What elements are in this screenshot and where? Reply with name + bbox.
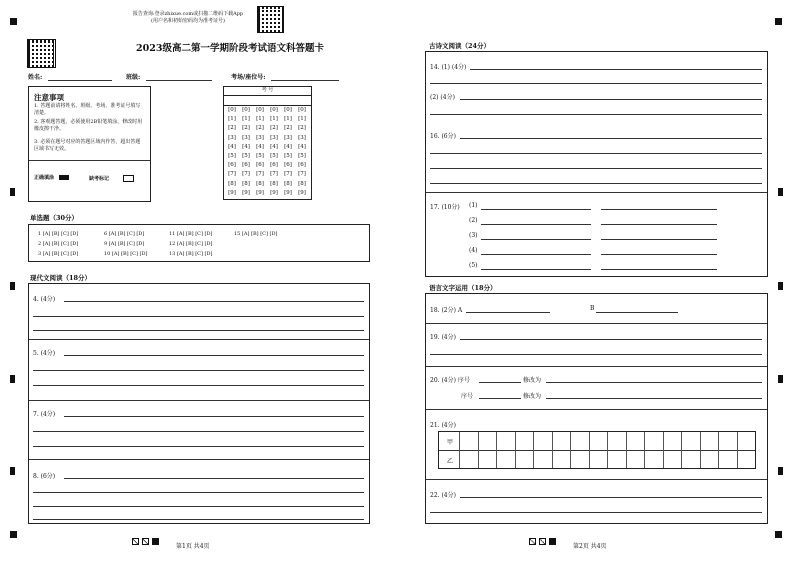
section-modern-heading: 现代文阅读（18分） (30, 274, 92, 282)
exam-digit-bubble[interactable]: [5] (270, 153, 278, 160)
exam-digit-bubble[interactable]: [9] (270, 189, 278, 196)
exam-digit-bubble[interactable]: [6] (270, 162, 278, 169)
exam-digit-bubble[interactable]: [1] (242, 116, 250, 123)
notes-item-2: 2. 客观题答题，必须使用2B铅笔填涂，修改时用橡皮擦干净。 (34, 119, 143, 132)
exam-digit-bubble[interactable]: [2] (228, 125, 236, 132)
mc-item-12[interactable]: 12 [A] [B] [C] [D] (169, 241, 213, 247)
question-4-label: 4. (4分) (33, 296, 56, 303)
question-18-label: 18. (2分) A (430, 307, 463, 314)
exam-digit-bubble[interactable]: [6] (256, 162, 264, 169)
exam-digit-bubble[interactable]: [0] (256, 107, 264, 113)
q21-grid-divider (681, 432, 682, 468)
question-16-label: 16. (6分) (430, 133, 456, 140)
exam-digit-column[interactable] (281, 106, 295, 198)
mc-item-1[interactable]: 1 [A] [B] [C] [D] (38, 231, 79, 237)
exam-digit-bubble[interactable]: [8] (256, 180, 264, 187)
q21-row-jia-label: 甲 (447, 439, 454, 446)
mc-item-10[interactable]: 10 [A] [B] [C] [D] (104, 251, 148, 257)
q21-grid-divider (570, 432, 571, 468)
q21-grid-divider (515, 432, 516, 468)
exam-digit-bubble[interactable]: [0] (284, 107, 292, 113)
room-seat-field[interactable] (231, 72, 339, 81)
q21-grid-divider (552, 432, 553, 468)
name-field[interactable] (28, 72, 112, 81)
q21-grid-divider (700, 432, 701, 468)
question-8-label: 8. (6分) (33, 473, 56, 480)
exam-digit-bubble[interactable]: [5] (242, 153, 250, 160)
exam-digit-bubble[interactable]: [1] (298, 116, 306, 123)
timing-mark (10, 467, 15, 475)
exam-digit-bubble[interactable]: [3] (228, 134, 236, 141)
question-14-1-label: 14. (1) (4分) (430, 64, 467, 71)
section-ancient-heading: 古诗文阅读（24分） (429, 42, 491, 50)
q17-part-3-label: (3) (469, 232, 478, 239)
timing-mark (10, 282, 15, 290)
exam-digit-bubble[interactable]: [8] (270, 180, 278, 187)
exam-number-bubbles[interactable] (224, 106, 311, 200)
notes-item-3: 3. 必须在题号对应的答题区域内作答，超出答题区域书写无效。 (34, 139, 141, 152)
section-mc-heading: 单选题（30分） (30, 214, 79, 222)
timing-mark (10, 375, 15, 383)
page1-footer: 第1页 共4页 (176, 543, 210, 550)
exam-digit-bubble[interactable]: [9] (256, 189, 264, 196)
page2-markers (529, 531, 559, 550)
section-language-heading: 语言文字运用（18分） (429, 284, 497, 292)
question-7-label: 7. (4分) (33, 411, 56, 418)
exam-digit-bubble[interactable]: [8] (242, 180, 250, 187)
exam-digit-column[interactable] (239, 106, 253, 198)
slash-box-icon (142, 538, 149, 545)
download-qr-code[interactable] (257, 6, 284, 33)
exam-digit-bubble[interactable]: [8] (284, 180, 292, 187)
registration-mark (775, 531, 782, 538)
page1-markers (132, 531, 162, 550)
question-19-label: 19. (4分) (430, 334, 456, 341)
report-notice (118, 11, 258, 25)
exam-digit-bubble[interactable]: [3] (298, 134, 306, 141)
missing-exam-label: 缺考标记 (89, 176, 110, 182)
correct-fill-label: 正确填涂 (34, 175, 55, 181)
exam-digit-bubble[interactable]: [8] (298, 180, 306, 187)
exam-digit-bubble[interactable]: [0] (242, 107, 250, 113)
class-field[interactable] (126, 72, 212, 81)
exam-digit-bubble[interactable]: [1] (270, 116, 278, 123)
exam-digit-bubble[interactable]: [4] (270, 143, 278, 150)
report-notice-line2: (用户名和初始密码均为准考证号) (151, 18, 225, 24)
language-answer-box[interactable] (425, 293, 768, 524)
mc-item-6[interactable]: 6 [A] [B] [C] [D] (104, 231, 145, 237)
mc-item-13[interactable]: 13 [A] [B] [C] [D] (169, 251, 213, 257)
exam-digit-bubble[interactable]: [0] (298, 107, 306, 113)
exam-digit-bubble[interactable]: [7] (228, 171, 236, 178)
q21-grid-divider (663, 432, 664, 468)
exam-digit-bubble[interactable]: [6] (228, 162, 236, 169)
question-14-2-label: (2) (4分) (430, 94, 455, 101)
mc-item-11[interactable]: 11 [A] [B] [C] [D] (169, 231, 213, 237)
timing-mark (778, 375, 783, 383)
q17-part-4-label: (4) (469, 247, 478, 254)
name-label: 姓名: (28, 74, 43, 81)
exam-digit-bubble[interactable]: [4] (228, 143, 236, 150)
slash-box-icon (132, 538, 139, 545)
exam-number-write-row[interactable] (224, 96, 311, 106)
exam-digit-bubble[interactable]: [9] (228, 189, 236, 196)
exam-digit-bubble[interactable]: [8] (228, 180, 236, 187)
exam-digit-bubble[interactable]: [2] (242, 125, 250, 132)
exam-digit-bubble[interactable]: [6] (284, 162, 292, 169)
exam-digit-bubble[interactable]: [2] (256, 125, 264, 132)
exam-digit-bubble[interactable]: [4] (242, 143, 250, 150)
notes-title: 注意事项 (34, 93, 64, 102)
filled-box-icon (549, 538, 556, 545)
exam-digit-bubble[interactable]: [2] (298, 125, 306, 132)
registration-mark (10, 18, 17, 25)
registration-mark (775, 18, 782, 25)
mc-item-3[interactable]: 3 [A] [B] [C] [D] (38, 251, 79, 257)
q21-grid-divider (496, 432, 497, 468)
q21-grid-divider (737, 432, 738, 468)
filled-bubble-icon (59, 175, 69, 180)
q21-grid-divider (478, 432, 479, 468)
q17-part-5-label: (5) (469, 262, 478, 269)
question-20-label: 20. (4分) 序号 (430, 377, 470, 384)
slash-box-icon (529, 538, 536, 545)
registration-mark (10, 531, 17, 538)
exam-digit-bubble[interactable]: [1] (228, 116, 236, 123)
class-label: 班级: (126, 74, 141, 81)
ancient-answer-box[interactable] (425, 51, 768, 277)
exam-digit-bubble[interactable]: [7] (298, 171, 306, 178)
question-22-label: 22. (4分) (430, 492, 456, 499)
timing-mark (10, 188, 15, 196)
exam-digit-bubble[interactable]: [9] (242, 189, 250, 196)
report-notice-line1: 报告查询:登录zhixue.com或扫描二维码下载App (132, 11, 244, 17)
mc-item-15[interactable]: 15 [A] [B] [C] [D] (234, 231, 278, 237)
exam-digit-bubble[interactable]: [4] (256, 143, 264, 150)
exam-digit-bubble[interactable]: [5] (298, 153, 306, 160)
notes-item-1: 1. 答题前请将姓名、班级、考场、准考证号填写清楚。 (34, 103, 141, 116)
exam-digit-bubble[interactable]: [2] (270, 125, 278, 132)
q21-character-grid[interactable] (438, 431, 756, 469)
exam-digit-bubble[interactable]: [9] (284, 189, 292, 196)
exam-digit-column[interactable] (295, 106, 309, 198)
exam-digit-bubble[interactable]: [5] (284, 153, 292, 160)
page2-footer: 第2页 共4页 (573, 543, 607, 550)
exam-number-grid (223, 86, 312, 200)
exam-digit-bubble[interactable]: [6] (298, 162, 306, 169)
exam-digit-bubble[interactable]: [7] (284, 171, 292, 178)
exam-digit-bubble[interactable]: [5] (228, 153, 236, 160)
q21-grid-divider (459, 432, 460, 468)
missing-exam-mark[interactable] (89, 175, 134, 183)
timing-mark (778, 467, 783, 475)
q21-grid-divider (607, 432, 608, 468)
modern-answer-box[interactable] (28, 283, 370, 524)
sheet-qr-code (27, 39, 56, 68)
exam-digit-column[interactable] (253, 106, 267, 198)
mc-answer-box[interactable] (28, 224, 370, 262)
q20-change-label-2: 修改为 (523, 393, 542, 400)
exam-digit-bubble[interactable]: [3] (270, 134, 278, 141)
filled-box-icon (152, 538, 159, 545)
question-17-label: 17. (10分) (430, 204, 460, 211)
timing-mark (778, 282, 783, 290)
q17-part-2-label: (2) (469, 217, 478, 224)
exam-digit-bubble[interactable]: [3] (256, 134, 264, 141)
exam-digit-bubble[interactable]: [0] (270, 107, 278, 113)
correct-fill-example (34, 175, 69, 182)
exam-digit-bubble[interactable]: [2] (284, 125, 292, 132)
exam-digit-bubble[interactable]: [3] (242, 134, 250, 141)
exam-digit-bubble[interactable]: [7] (242, 171, 250, 178)
mc-item-9[interactable]: 9 [A] [B] [C] [D] (104, 241, 145, 247)
exam-digit-bubble[interactable]: [7] (270, 171, 278, 178)
exam-digit-bubble[interactable]: [1] (284, 116, 292, 123)
question-18-b-label: B (590, 305, 595, 312)
exam-number-label: 考 号 (224, 87, 311, 96)
q17-part-1-label: (1) (469, 202, 478, 209)
question-5-label: 5. (4分) (33, 350, 56, 357)
exam-digit-column[interactable] (267, 106, 281, 198)
exam-digit-bubble[interactable]: [4] (284, 143, 292, 150)
q21-grid-divider (626, 432, 627, 468)
mc-item-2[interactable]: 2 [A] [B] [C] [D] (38, 241, 79, 247)
exam-digit-bubble[interactable]: [1] (256, 116, 264, 123)
timing-mark (778, 188, 783, 196)
q21-grid-divider (589, 432, 590, 468)
notes-box (28, 86, 151, 202)
room-seat-label: 考场/座位号: (231, 74, 266, 81)
page-title: 2023级高二第一学期阶段考试语文科答题卡 (136, 43, 324, 54)
q21-grid-divider (533, 432, 534, 468)
exam-digit-column[interactable] (225, 106, 239, 198)
q21-row-yi-label: 乙 (447, 458, 454, 465)
exam-digit-bubble[interactable]: [3] (284, 134, 292, 141)
slash-box-icon (539, 538, 546, 545)
q21-grid-divider (718, 432, 719, 468)
exam-digit-bubble[interactable]: [5] (256, 153, 264, 160)
question-21-label: 21. (4分) (430, 422, 456, 429)
exam-digit-bubble[interactable]: [7] (256, 171, 264, 178)
exam-digit-bubble[interactable]: [9] (298, 189, 306, 196)
exam-digit-bubble[interactable]: [4] (298, 143, 306, 150)
q20-change-label-1: 修改为 (523, 377, 542, 384)
q21-grid-divider (644, 432, 645, 468)
exam-digit-bubble[interactable]: [0] (228, 107, 236, 113)
exam-digit-bubble[interactable]: [6] (242, 162, 250, 169)
q20-second-number-label: 序号 (461, 393, 474, 400)
missing-exam-checkbox[interactable] (123, 175, 134, 182)
